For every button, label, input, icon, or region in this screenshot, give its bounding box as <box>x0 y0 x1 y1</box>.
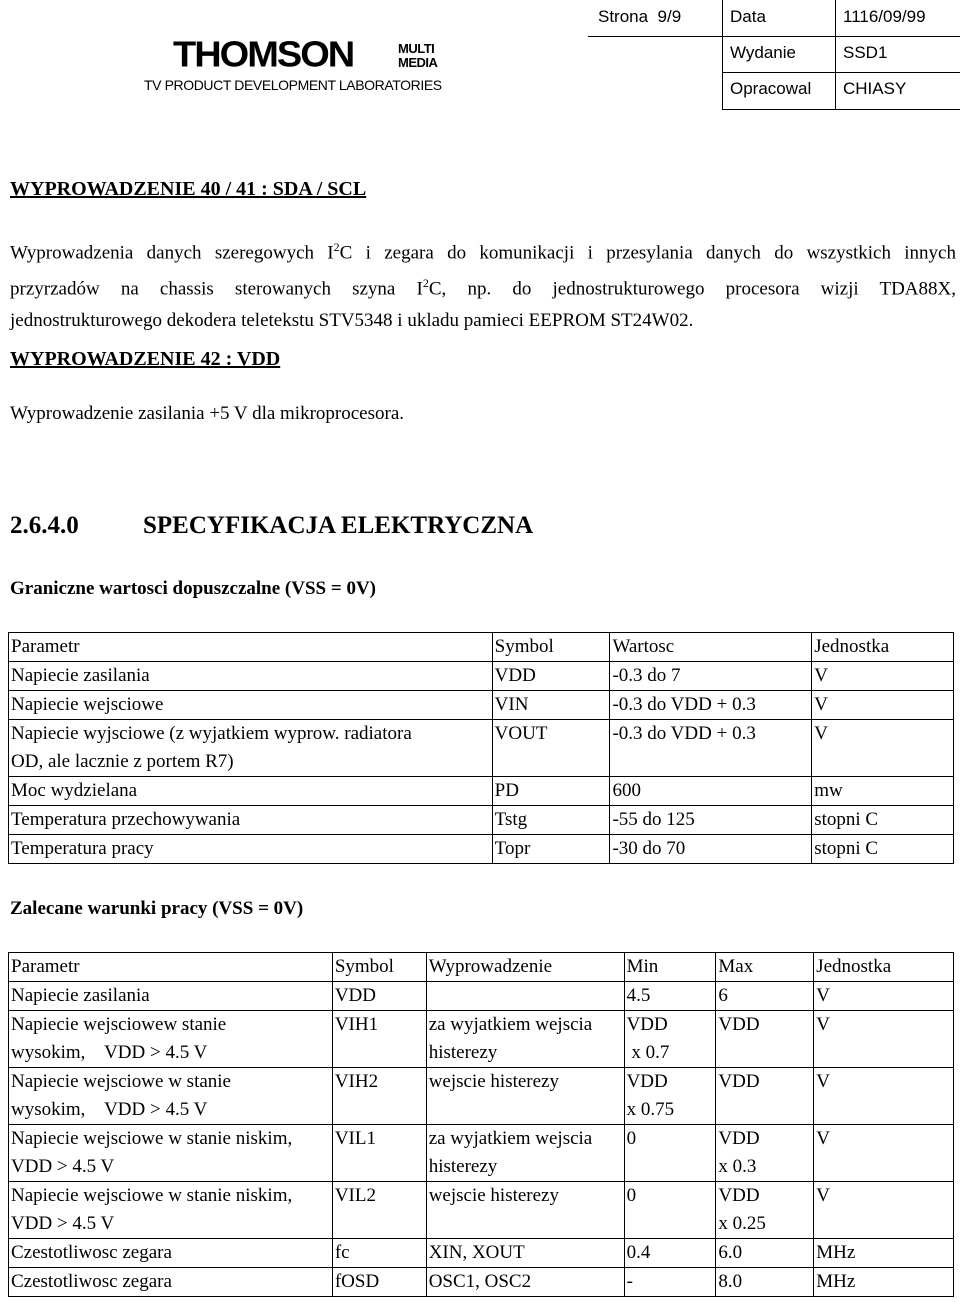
pin-40-41-line-2: przyrzadów na chassis sterowanych szyna $I^2C$, np. do jednostrukturowego procesora wizji TDA88X, <box>10 276 956 300</box>
table-row <box>9 835 954 864</box>
limits-header-row <box>9 633 954 662</box>
min-cell-line: VDD <box>626 1071 668 1092</box>
recommended-header-cell: Symbol <box>332 953 426 982</box>
value-cell: -0.3 do 7 <box>610 662 812 691</box>
param-cell-line: Napiecie wejsciowe w stanie niskim, <box>11 1128 293 1149</box>
min-cell <box>624 1125 716 1182</box>
pin-cell <box>426 1239 624 1268</box>
pin-cell-line: histerezy <box>428 1156 498 1177</box>
symbol-cell: VIN <box>492 691 610 720</box>
pin-40-41-description <box>10 232 956 336</box>
pin-cell-line: wejscie histerezy <box>428 1185 559 1206</box>
param-cell-line: Temperatura przechowywania <box>11 809 241 830</box>
recommended-title: Zalecane warunki pracy (VSS = 0V) <box>10 898 304 919</box>
min-cell-line: 0.4 <box>626 1242 651 1263</box>
limits-header-cell: Wartosc <box>610 633 812 662</box>
limits-header-cell: Symbol <box>492 633 610 662</box>
pin-cell-line: OSC1, OSC2 <box>428 1271 532 1292</box>
param-cell <box>9 777 493 806</box>
pin-cell-line: wejscie histerezy <box>428 1071 559 1092</box>
table-row <box>9 720 954 777</box>
table-row <box>9 1268 954 1297</box>
value-cell: -30 do 70 <box>610 835 812 864</box>
limits-table <box>8 632 954 864</box>
param-cell-line: Temperatura pracy <box>11 838 154 859</box>
param-cell <box>9 662 493 691</box>
recommended-header-row <box>9 953 954 982</box>
max-cell-line: VDD <box>718 1014 760 1035</box>
limits-header-cell: Jednostka <box>812 633 954 662</box>
unit-cell: MHz <box>814 1239 954 1268</box>
param-cell-line: Napiecie wyjsciowe (z wyjatkiem wyprow. radiatora <box>11 723 412 744</box>
pin-40-41-line-1: Wyprowadzenia danych szeregowych $I^2C$ i zegara do komunikacji i przesylania danych do wszystkich innych <box>10 240 956 264</box>
min-cell-line: 0 <box>626 1185 637 1206</box>
param-cell-line: wysokim, VDD > 4.5 V <box>11 1042 208 1063</box>
unit-cell: V <box>812 720 954 777</box>
max-cell <box>716 1268 814 1297</box>
param-cell-line: Napiecie wejsciowew stanie <box>11 1014 227 1035</box>
symbol-cell: fc <box>332 1239 426 1268</box>
max-cell <box>716 1125 814 1182</box>
symbol-cell: VIL2 <box>332 1182 426 1239</box>
min-cell-line: - <box>626 1271 633 1292</box>
unit-cell: V <box>814 1182 954 1239</box>
max-cell-line: VDD <box>718 1128 760 1149</box>
value-cell: -0.3 do VDD + 0.3 <box>610 691 812 720</box>
param-cell <box>9 1068 333 1125</box>
pin-cell-line: za wyjatkiem wejscia <box>428 1014 593 1035</box>
unit-cell: MHz <box>814 1268 954 1297</box>
logo-brand-sub <box>398 42 437 70</box>
unit-cell: V <box>814 982 954 1011</box>
pin-42-heading: WYPROWADZENIE 42 : VDD <box>10 348 281 370</box>
table-row <box>9 1125 954 1182</box>
unit-cell: stopni C <box>812 835 954 864</box>
pin-40-41-line-3: jednostrukturowego dekodera teletekstu STV5348 i ukladu pamieci EEPROM ST24W02. <box>10 309 694 331</box>
unit-cell: V <box>812 691 954 720</box>
max-cell-line: 6.0 <box>718 1242 743 1263</box>
pin-cell <box>426 1011 624 1068</box>
table-row <box>9 1182 954 1239</box>
unit-cell: V <box>812 662 954 691</box>
min-cell-line: x 0.7 <box>626 1042 670 1063</box>
pin-cell-line: histerezy <box>428 1042 498 1063</box>
param-cell <box>9 1182 333 1239</box>
page-label: Strona 9/9 <box>598 7 682 26</box>
pin-cell <box>426 1068 624 1125</box>
max-cell-line: x 0.3 <box>718 1156 757 1177</box>
symbol-cell: VIH1 <box>332 1011 426 1068</box>
lab-name: TV PRODUCT DEVELOPMENT LABORATORIES <box>144 77 442 93</box>
param-cell-line: OD, ale lacznie z portem R7) <box>11 751 234 772</box>
pin-42-description: Wyprowadzenie zasilania +5 V dla mikroprocesora. <box>10 403 405 424</box>
unit-cell: mw <box>812 777 954 806</box>
recommended-table <box>8 952 954 1297</box>
page-number: 9/9 <box>657 7 682 26</box>
symbol-cell: PD <box>492 777 610 806</box>
logo-brand: THOMSON <box>173 34 354 75</box>
pin-40-41-heading: WYPROWADZENIE 40 / 41 : SDA / SCL <box>10 178 367 200</box>
recommended-header-cell: Min <box>624 953 716 982</box>
param-cell <box>9 982 333 1011</box>
min-cell <box>624 982 716 1011</box>
min-cell <box>624 1239 716 1268</box>
table-row <box>9 1068 954 1125</box>
value-cell: 600 <box>610 777 812 806</box>
param-cell-line: VDD > 4.5 V <box>11 1156 115 1177</box>
min-cell-line: x 0.75 <box>626 1099 675 1120</box>
author-label: Opracowal <box>730 79 812 98</box>
min-cell <box>624 1068 716 1125</box>
param-cell-line: Napiecie zasilania <box>11 665 150 686</box>
value-cell: -55 do 125 <box>610 806 812 835</box>
date-value: 1116/09/99 <box>843 7 926 26</box>
table-row <box>9 1239 954 1268</box>
pin-cell <box>426 1182 624 1239</box>
symbol-cell: Topr <box>492 835 610 864</box>
recommended-header-cell: Jednostka <box>814 953 954 982</box>
param-cell-line: Czestotliwosc zegara <box>11 1242 172 1263</box>
unit-cell: V <box>814 1125 954 1182</box>
table-row <box>9 777 954 806</box>
section-title: SPECYFIKACJA ELEKTRYCZNA <box>143 512 534 539</box>
param-cell-line: Czestotliwosc zegara <box>11 1271 172 1292</box>
param-cell <box>9 691 493 720</box>
edition-label: Wydanie <box>730 43 796 62</box>
unit-cell: stopni C <box>812 806 954 835</box>
symbol-cell: VIH2 <box>332 1068 426 1125</box>
table-row <box>9 662 954 691</box>
max-cell <box>716 982 814 1011</box>
symbol-cell: fOSD <box>332 1268 426 1297</box>
min-cell-line: 4.5 <box>626 985 651 1006</box>
min-cell <box>624 1182 716 1239</box>
limits-title: Graniczne wartosci dopuszczalne (VSS = 0V) <box>10 578 376 599</box>
unit-cell: V <box>814 1068 954 1125</box>
max-cell-line: x 0.25 <box>718 1213 766 1234</box>
param-cell-line: Napiecie zasilania <box>11 985 150 1006</box>
min-cell-line: 0 <box>626 1128 637 1149</box>
symbol-cell: VOUT <box>492 720 610 777</box>
table-row <box>9 982 954 1011</box>
max-cell-line: VDD <box>718 1185 760 1206</box>
table-row <box>9 1011 954 1068</box>
param-cell-line: VDD > 4.5 V <box>11 1213 115 1234</box>
param-cell <box>9 1268 333 1297</box>
table-row <box>9 806 954 835</box>
param-cell-line: Napiecie wejsciowe w stanie <box>11 1071 231 1092</box>
max-cell-line: 6 <box>718 985 728 1006</box>
logo-sub-multi: MULTI <box>398 41 435 56</box>
param-cell <box>9 1011 333 1068</box>
param-cell <box>9 1125 333 1182</box>
author-value: CHIASY <box>843 79 907 98</box>
max-cell <box>716 1182 814 1239</box>
pin-cell <box>426 1268 624 1297</box>
logo-sub-media: MEDIA <box>398 55 438 70</box>
recommended-header-cell: Parametr <box>9 953 333 982</box>
pin-cell <box>426 982 624 1011</box>
max-cell-line: VDD <box>718 1071 760 1092</box>
max-cell <box>716 1011 814 1068</box>
pin-cell-line: za wyjatkiem wejscia <box>428 1128 593 1149</box>
param-cell <box>9 1239 333 1268</box>
edition-value: SSD1 <box>843 43 888 62</box>
table-row <box>9 691 954 720</box>
param-cell <box>9 835 493 864</box>
limits-header-cell: Parametr <box>9 633 493 662</box>
min-cell-line: VDD <box>626 1014 668 1035</box>
min-cell <box>624 1268 716 1297</box>
param-cell <box>9 720 493 777</box>
param-cell-line: Napiecie wejsciowe w stanie niskim, <box>11 1185 293 1206</box>
symbol-cell: Tstg <box>492 806 610 835</box>
unit-cell: V <box>814 1011 954 1068</box>
pin-cell-line: XIN, XOUT <box>428 1242 525 1263</box>
symbol-cell: VDD <box>332 982 426 1011</box>
recommended-header-cell: Max <box>716 953 814 982</box>
date-label: Data <box>730 7 766 26</box>
param-cell-line: Napiecie wejsciowe <box>11 694 164 715</box>
min-cell <box>624 1011 716 1068</box>
recommended-header-cell: Wyprowadzenie <box>426 953 624 982</box>
param-cell-line: wysokim, VDD > 4.5 V <box>11 1099 208 1120</box>
max-cell <box>716 1239 814 1268</box>
pin-cell <box>426 1125 624 1182</box>
value-cell: -0.3 do VDD + 0.3 <box>610 720 812 777</box>
symbol-cell: VIL1 <box>332 1125 426 1182</box>
section-number: 2.6.4.0 <box>10 512 79 539</box>
max-cell-line: 8.0 <box>718 1271 743 1292</box>
symbol-cell: VDD <box>492 662 610 691</box>
max-cell <box>716 1068 814 1125</box>
param-cell-line: Moc wydzielana <box>11 780 138 801</box>
param-cell <box>9 806 493 835</box>
